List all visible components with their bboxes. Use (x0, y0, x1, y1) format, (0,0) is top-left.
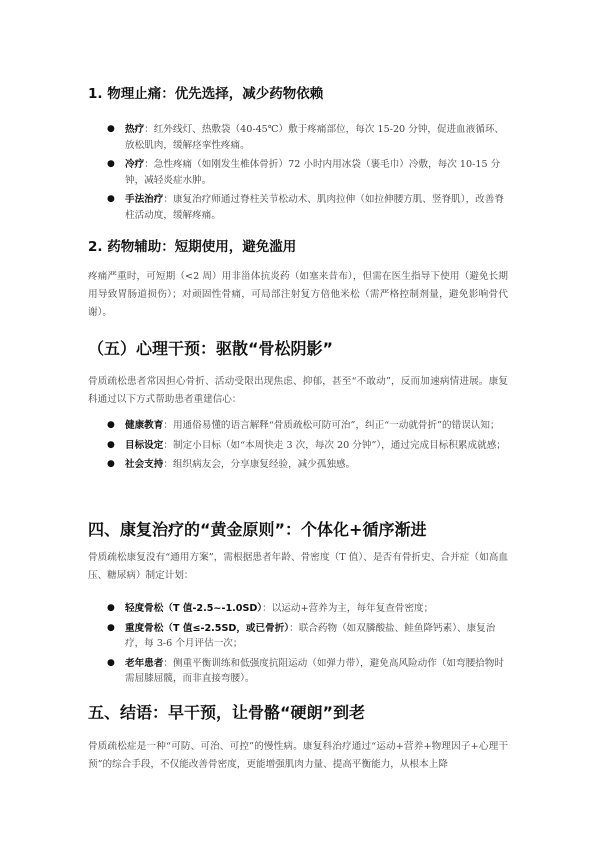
bullet-icon: ● (107, 459, 115, 469)
section2-heading: 2. 药物辅助：短期使用，避免滥用 (88, 239, 297, 255)
bullet-icon: ● (107, 420, 115, 430)
section4-heading: 四、康复治疗的“黄金原则”：个体化+循序渐进 (88, 520, 427, 539)
bullet-icon: ● (107, 159, 115, 169)
section1-heading: 1. 物理止痛：优先选择，减少药物依赖 (88, 86, 324, 102)
section1-list (88, 122, 508, 227)
section4-paragraph: 骨质疏松康复没有“通用方案”，需根据患者年龄、骨密度（T 值）、是否有骨折史、合并症（如高血压、糖尿病）制定计划： (88, 552, 508, 581)
list-item: ● 热疗：红外线灯、热敷袋（40-45℃）敷于疼痛部位，每次 15-20 分钟，促进血液循环、放松肌肉，缓解痉挛性疼痛。 (107, 124, 505, 151)
section2-paragraph: 疼痛严重时，可短期（<2 周）用非甾体抗炎药（如塞来昔布），但需在医生指导下使用（避免长期用导致胃肠道损伤）；对顽固性骨痛，可局部注射复方倍他米松（需严格控制剂量，避免影响骨代谢）。 (88, 271, 508, 318)
bullet-icon: ● (107, 603, 115, 613)
section3-paragraph: 骨质疏松患者常因担心骨折、活动受限出现焦虑、抑郁，甚至“不敢动”，反而加速病情进展。康复科通过以下方式帮助患者重建信心： (88, 376, 508, 405)
list-item: ● 老年患者：侧重平衡训练和低强度抗阻运动（如弹力带），避免高风险动作（如弯腰拾物时需屈膝屈髋，而非直接弯腰）。 (107, 657, 504, 684)
list-item: ● 健康教育：用通俗易懂的语言解释“骨质疏松可防可治”，纠正“一动就骨折”的错误认知； (88, 418, 508, 434)
section3-list (88, 418, 508, 477)
list-item: ● 轻度骨松（T 值-2.5~-1.0SD）：以运动+营养为主，每年复查骨密度； (88, 601, 508, 617)
list-item: ● 社会支持：组织病友会，分享康复经验，减少孤独感。 (88, 457, 508, 473)
section3-heading: （五）心理干预：驱散“骨松阴影” (88, 339, 334, 358)
list-item: ● 重度骨松（T 值≤-2.5SD，或已骨折）：联合药物（如双膦酸盐、鲑鱼降钙素）、康复治疗，每 3-6 个月评估一次； (107, 622, 496, 649)
bullet-icon: ● (107, 439, 115, 450)
list-item: ● 冷疗：急性疼痛（如刚发生椎体骨折）72 小时内用冰袋（裹毛巾）冷敷，每次 10-15 分钟，减轻炎症水肿。 (107, 159, 501, 186)
list-item: ● 手法治疗：康复治疗师通过脊柱关节松动术、肌肉拉伸（如拉伸腰方肌、竖脊肌），改善脊柱活动度，缓解疼痛。 (107, 194, 504, 221)
section4-list (88, 601, 508, 691)
bullet-icon: ● (107, 622, 115, 633)
list-item: ● 目标设定：制定小目标（如“本周快走 3 次，每次 20 分钟”），通过完成目标积累成就感； (88, 438, 508, 454)
section5-paragraph: 骨质疏松症是一种“可防、可治、可控”的慢性病。康复科治疗通过“运动+营养+物理因子+心理干预”的综合手段，不仅能改善骨密度，更能增强肌肉力量、提高平衡能力，从根本上降 (88, 741, 508, 770)
bullet-icon: ● (107, 124, 115, 134)
bullet-icon: ● (107, 194, 115, 204)
bullet-icon: ● (107, 657, 115, 668)
section5-heading: 五、结语：早干预，让骨骼“硬朗”到老 (88, 703, 366, 722)
